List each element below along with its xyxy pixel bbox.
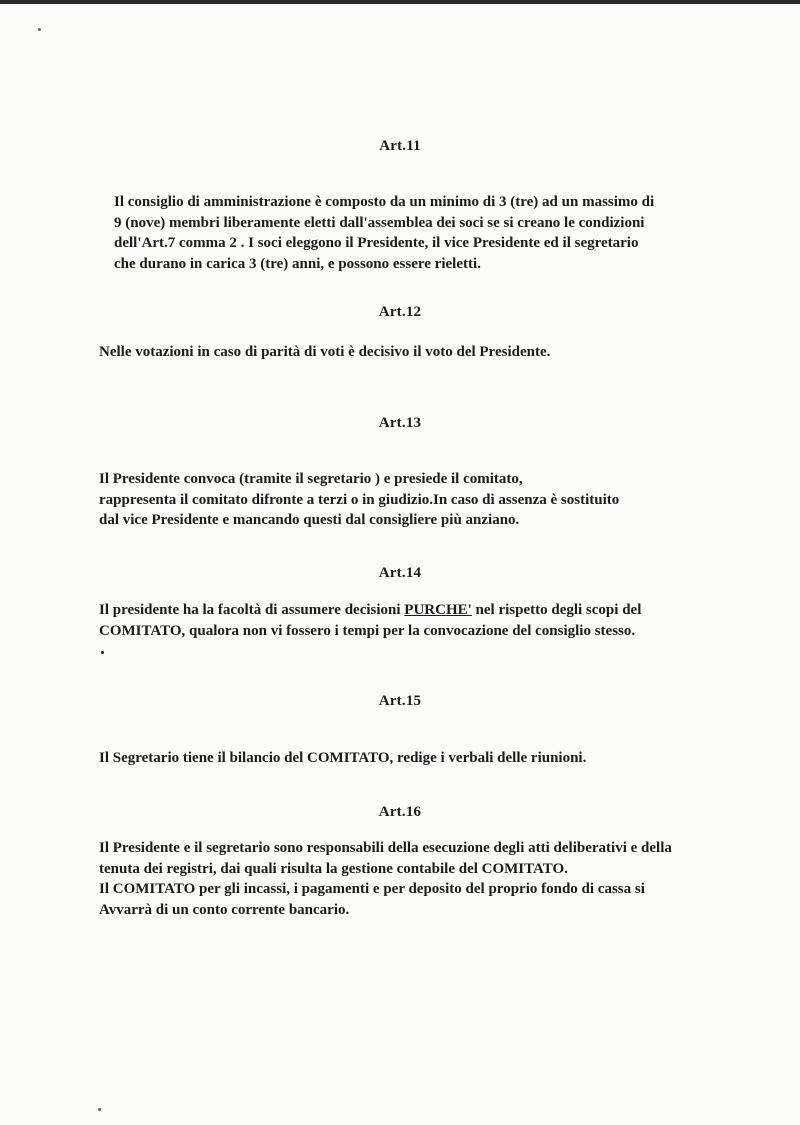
- scan-speck: [38, 28, 41, 31]
- text-line: dal vice Presidente e mancando questi dal consigliere più anziano.: [99, 512, 520, 528]
- text-line: Nelle votazioni in caso di parità di voti è decisivo il voto del Presidente.: [99, 344, 551, 360]
- article-heading: Art.13: [378, 415, 422, 431]
- text-line: 9 (nove) membri liberamente eletti dall'assemblea dei soci se si creano le condizioni: [114, 214, 645, 231]
- article-heading: Art.14: [378, 565, 422, 581]
- text-line: tenuta dei registri, dai quali risulta la gestione contabile del COMITATO.: [99, 860, 568, 877]
- text-segment: nel rispetto degli scopi del: [471, 602, 642, 618]
- scan-top-edge: [0, 0, 800, 4]
- article-body: [99, 600, 641, 641]
- text-line: rappresenta il comitato difronte a terzi o in giudizio.In caso di assenza è sostituito: [99, 491, 620, 508]
- article-heading: Art.16: [378, 804, 422, 820]
- text-line: COMITATO, qualora non vi fossero i tempi per la convocazione del consiglio stesso.: [99, 622, 636, 639]
- article-heading: Art.12: [378, 304, 422, 320]
- text-line: Il COMITATO per gli incassi, i pagamenti e per deposito del proprio fondo di cassa si: [99, 881, 645, 897]
- text-line: Avvarrà di un conto corrente bancario.: [99, 901, 350, 918]
- text-line: Il Segretario tiene il bilancio del COMITATO, redige i verbali delle riunioni.: [99, 750, 587, 766]
- article-heading: Art.15: [378, 693, 422, 709]
- scan-speck: [98, 1108, 101, 1111]
- text-segment: Il presidente ha la facoltà di assumere decisioni: [99, 602, 405, 618]
- text-line: Il Presidente e il segretario sono responsabili della esecuzione degli atti deliberativi e della: [99, 840, 672, 856]
- text-line: Il consiglio di amministrazione è composto da un minimo di 3 (tre) ad un massimo di: [114, 194, 655, 210]
- text-line: che durano in carica 3 (tre) anni, e possono essere rieletti.: [114, 255, 481, 272]
- text-line: Il Presidente convoca (tramite il segretario ) e presiede il comitato,: [99, 471, 523, 487]
- text-line: dell'Art.7 comma 2 . I soci eleggono il Presidente, il vice Presidente ed il segretario: [114, 235, 639, 251]
- text-line: [99, 600, 641, 621]
- stray-dot: [101, 651, 104, 654]
- article-body: [99, 469, 619, 531]
- underlined-word: PURCHE': [404, 602, 472, 618]
- article-body: [99, 342, 550, 363]
- article-body: [99, 838, 672, 920]
- article-body: [114, 192, 654, 274]
- article-body: [99, 748, 586, 769]
- article-heading: Art.11: [379, 138, 421, 154]
